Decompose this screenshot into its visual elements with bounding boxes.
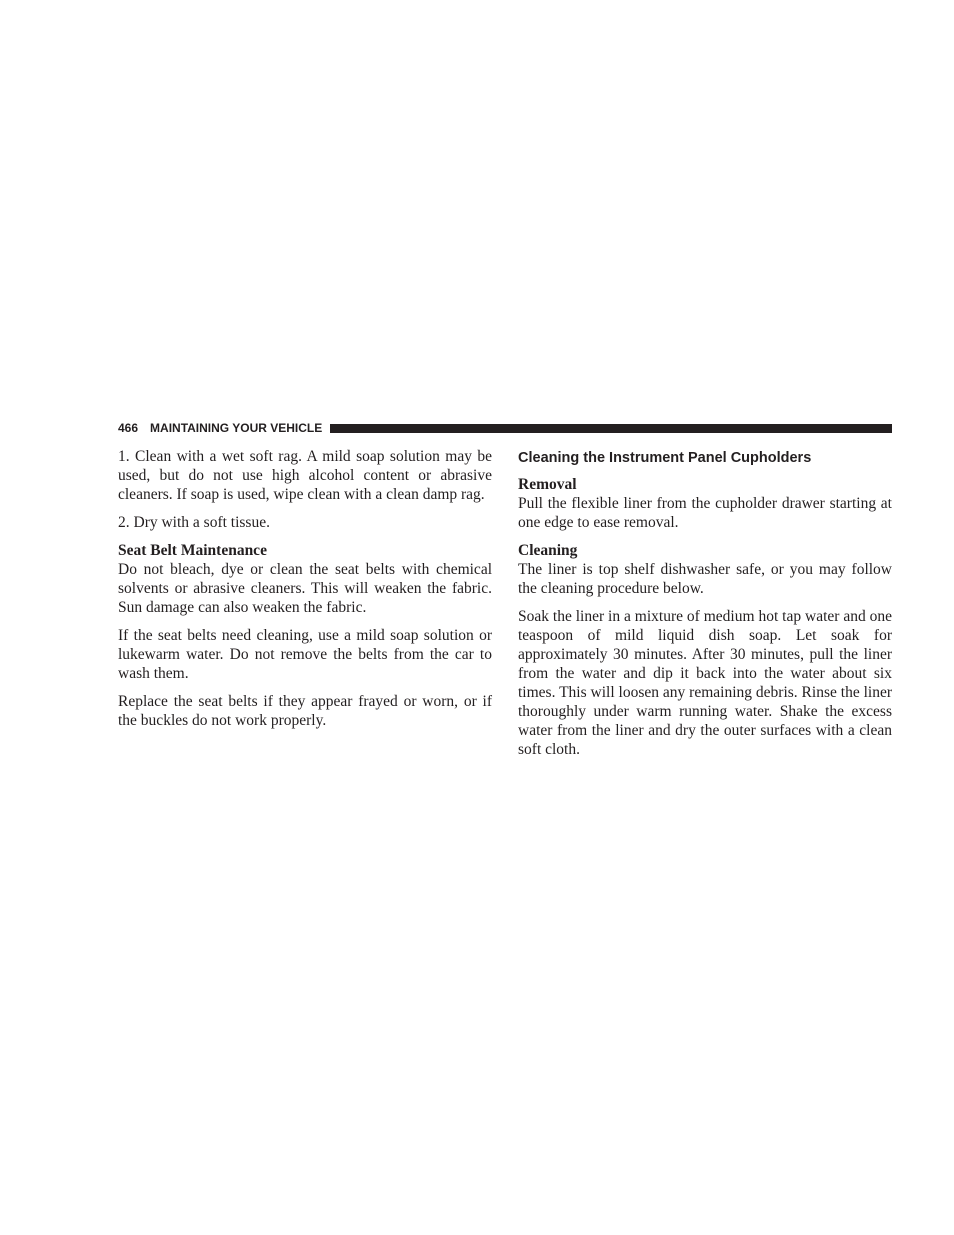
seat-belt-maintenance-heading: Seat Belt Maintenance (118, 542, 267, 559)
right-column (518, 447, 892, 768)
section-title: MAINTAINING YOUR VEHICLE (150, 421, 323, 435)
removal-heading: Removal (518, 476, 577, 493)
removal-paragraph: Pull the flexible liner from the cupholder drawer starting at one edge to ease removal. (518, 495, 892, 531)
left-column (118, 447, 492, 739)
header-rule (330, 424, 892, 433)
page-number: 466 (118, 421, 139, 435)
seat-belt-paragraph-3: Replace the seat belts if they appear frayed or worn, or if the buckles do not work properly. (118, 693, 492, 729)
step-1-paragraph: 1. Clean with a wet soft rag. A mild soap solution may be used, but do not use high alcohol content or abrasive cleaners. If soap is used, wipe clean with a clean damp rag. (118, 448, 492, 503)
cleaning-paragraph-1: The liner is top shelf dishwasher safe, or you may follow the cleaning procedure below. (518, 561, 892, 597)
seat-belt-paragraph-1: Do not bleach, dye or clean the seat belts with chemical solvents or abrasive cleaners. This will weaken the fabric. Sun damage can also weaken the fabric. (118, 561, 492, 616)
cupholder-heading: Cleaning the Instrument Panel Cupholders (518, 450, 812, 466)
seat-belt-paragraph-2: If the seat belts need cleaning, use a mild soap solution or lukewarm water. Do not remove the belts from the car to wash them. (118, 627, 492, 682)
cleaning-heading: Cleaning (518, 542, 578, 559)
cleaning-paragraph-2: Soak the liner in a mixture of medium hot tap water and one teaspoon of mild liquid dish soap. Let soak for approximately 30 minutes. After 30 minutes, pull the liner from the water and dip it back into the water about six times. This will loosen any remaining debris. Rinse the liner thoroughly under warm running water. Shake the excess water from the liner and dry the outer surfaces with a clean soft cloth. (518, 608, 892, 758)
page-header (118, 420, 892, 436)
step-2-paragraph: 2. Dry with a soft tissue. (118, 514, 270, 531)
